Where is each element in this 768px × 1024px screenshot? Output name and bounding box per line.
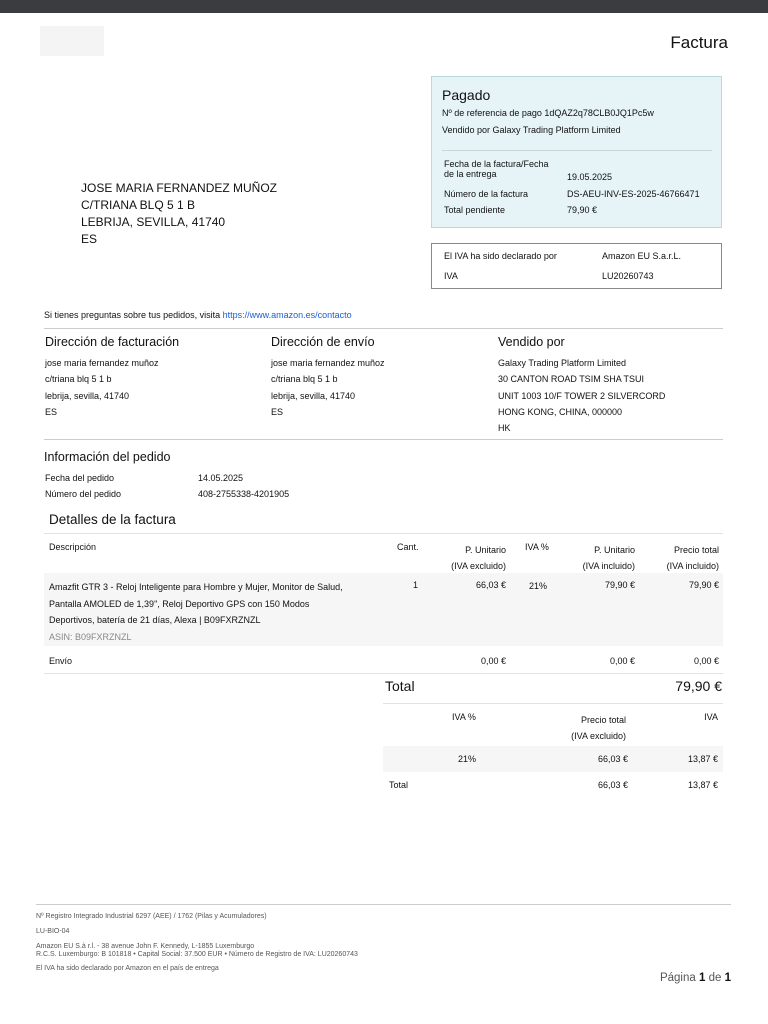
item-asin: ASIN: B09FXRZNZL [49, 631, 132, 642]
invoice-date-label: Fecha de la factura/Fecha de la entrega [444, 159, 549, 179]
shipping-unit-price-excl: 0,00 € [480, 656, 506, 666]
order-number-value: 408-2755338-4201905 [198, 489, 290, 499]
paid-heading: Pagado [442, 87, 491, 103]
payment-status-box [431, 76, 722, 228]
col-vat-percent: IVA % [525, 542, 549, 552]
vat-declarant: Amazon EU S.a.r.L. [602, 251, 682, 261]
top-bar [0, 0, 768, 13]
vat-summary-col-price: Precio total (IVA excluido) [571, 715, 626, 741]
contact-note: Si tienes preguntas sobre tus pedidos, visita https://www.amazon.es/contacto [44, 310, 352, 320]
billing-heading: Dirección de facturación [45, 335, 180, 349]
amount-due-value: 79,90 € [567, 205, 598, 215]
contact-link[interactable]: https://www.amazon.es/contacto [222, 310, 352, 320]
billing-address: Dirección de facturación jose maria fernandez muñoz c/triana blq 5 1 b lebrija, sevilla, 41740 ES [45, 335, 180, 417]
item-description: Amazfit GTR 3 - Reloj Inteligente para Hombre y Mujer, Monitor de Salud, Pantalla AMOLED de 1,39", Reloj Deportivo GPS con 150 Modos Deportivos, batería de 21 días, Alexa | B09FXRZNZL ASIN: B09FXRZNZL [49, 579, 343, 645]
vat-summary-col-vat: IVA [704, 712, 718, 722]
page-number: Página 1 de 1 [659, 972, 731, 984]
item-unit-price-incl: 79,90 € [604, 580, 635, 590]
vat-summary-total-price: 66,03 € [597, 780, 628, 790]
shipping-unit-price-incl: 0,00 € [609, 656, 635, 666]
col-quantity: Cant. [397, 542, 419, 552]
footer-registry: Nº Registro Integrado Industrial 6297 (AEE) / 1762 (Pilas y Acumuladores) [36, 913, 267, 920]
col-unit-price-incl: P. Unitario (IVA incluido) [582, 545, 635, 571]
order-number-label: Número del pedido [45, 489, 122, 499]
divider [442, 150, 712, 151]
shipping-total-price: 0,00 € [693, 656, 719, 666]
vat-declared-label: El IVA ha sido declarado por [444, 251, 557, 261]
col-description: Descripción [49, 542, 97, 552]
vat-summary-row-pct: 21% [458, 754, 477, 764]
vat-summary-total-label: Total [389, 780, 409, 790]
vat-number: LU20260743 [602, 271, 654, 281]
invoice-details-heading: Detalles de la factura [49, 512, 176, 527]
shipping-heading: Dirección de envío [271, 335, 375, 349]
item-vat-percent: 21% [529, 581, 548, 591]
total-label: Total [385, 678, 415, 694]
item-total-price: 79,90 € [688, 580, 719, 590]
vat-summary-row-vat: 13,87 € [687, 754, 718, 764]
invoice-number-value: DS-AEU-INV-ES-2025-46766471 [567, 189, 700, 199]
divider [44, 673, 723, 674]
divider [44, 533, 723, 534]
footer-legal: R.C.S. Luxemburgo: B 101818 • Capital Social: 37.500 EUR • Número de Registro de IVA: LU20260743 [36, 951, 358, 958]
footer-code: LU-BIO-04 [36, 928, 70, 935]
shipping-row-label: Envío [49, 656, 73, 666]
vat-summary-row-price: 66,03 € [597, 754, 628, 764]
divider [383, 703, 723, 704]
sold-by-line: Vendido por Galaxy Trading Platform Limited [442, 125, 621, 135]
vat-summary-total-vat: 13,87 € [687, 780, 718, 790]
footer-address: Amazon EU S.à r.l. - 38 avenue John F. Kennedy, L-1855 Luxemburgo [36, 943, 255, 950]
order-date-value: 14.05.2025 [198, 473, 244, 483]
invoice-title: Factura [670, 33, 728, 52]
total-value: 79,90 € [675, 678, 722, 694]
divider [44, 439, 723, 440]
order-date-label: Fecha del pedido [45, 473, 115, 483]
order-info-heading: Información del pedido [44, 450, 171, 464]
item-unit-price-excl: 66,03 € [475, 580, 506, 590]
seller-heading: Vendido por [498, 335, 565, 349]
footer-vat-note: El IVA ha sido declarado por Amazon en el país de entrega [36, 965, 219, 972]
invoice-number-label: Número de la factura [444, 189, 529, 199]
item-quantity: 1 [413, 580, 419, 590]
payment-reference: Nº de referencia de pago 1dQAZ2q78CLB0JQ1Pc5w [442, 108, 654, 118]
invoice-date-value: 19.05.2025 [567, 172, 613, 182]
col-unit-price-excl: P. Unitario (IVA excluido) [451, 545, 506, 571]
shipping-address: Dirección de envío jose maria fernandez muñoz c/triana blq 5 1 b lebrija, sevilla, 41740 ES [271, 335, 385, 417]
logo-placeholder [40, 26, 104, 56]
amount-due-label: Total pendiente [444, 205, 506, 215]
divider [44, 328, 723, 329]
col-total-price: Precio total (IVA incluido) [666, 545, 719, 571]
seller-address: Vendido por Galaxy Trading Platform Limited 30 CANTON ROAD TSIM SHA TSUI UNIT 1003 10/F TOWER 2 SILVERCORD HONG KONG, CHINA, 000000 HK [498, 335, 666, 434]
customer-address: JOSE MARIA FERNANDEZ MUÑOZ C/TRIANA BLQ 5 1 B LEBRIJA, SEVILLA, 41740 ES [81, 181, 278, 246]
vat-summary-col-pct: IVA % [452, 712, 476, 722]
divider [36, 904, 731, 905]
vat-declared-box [431, 243, 722, 289]
vat-label: IVA [444, 271, 458, 281]
